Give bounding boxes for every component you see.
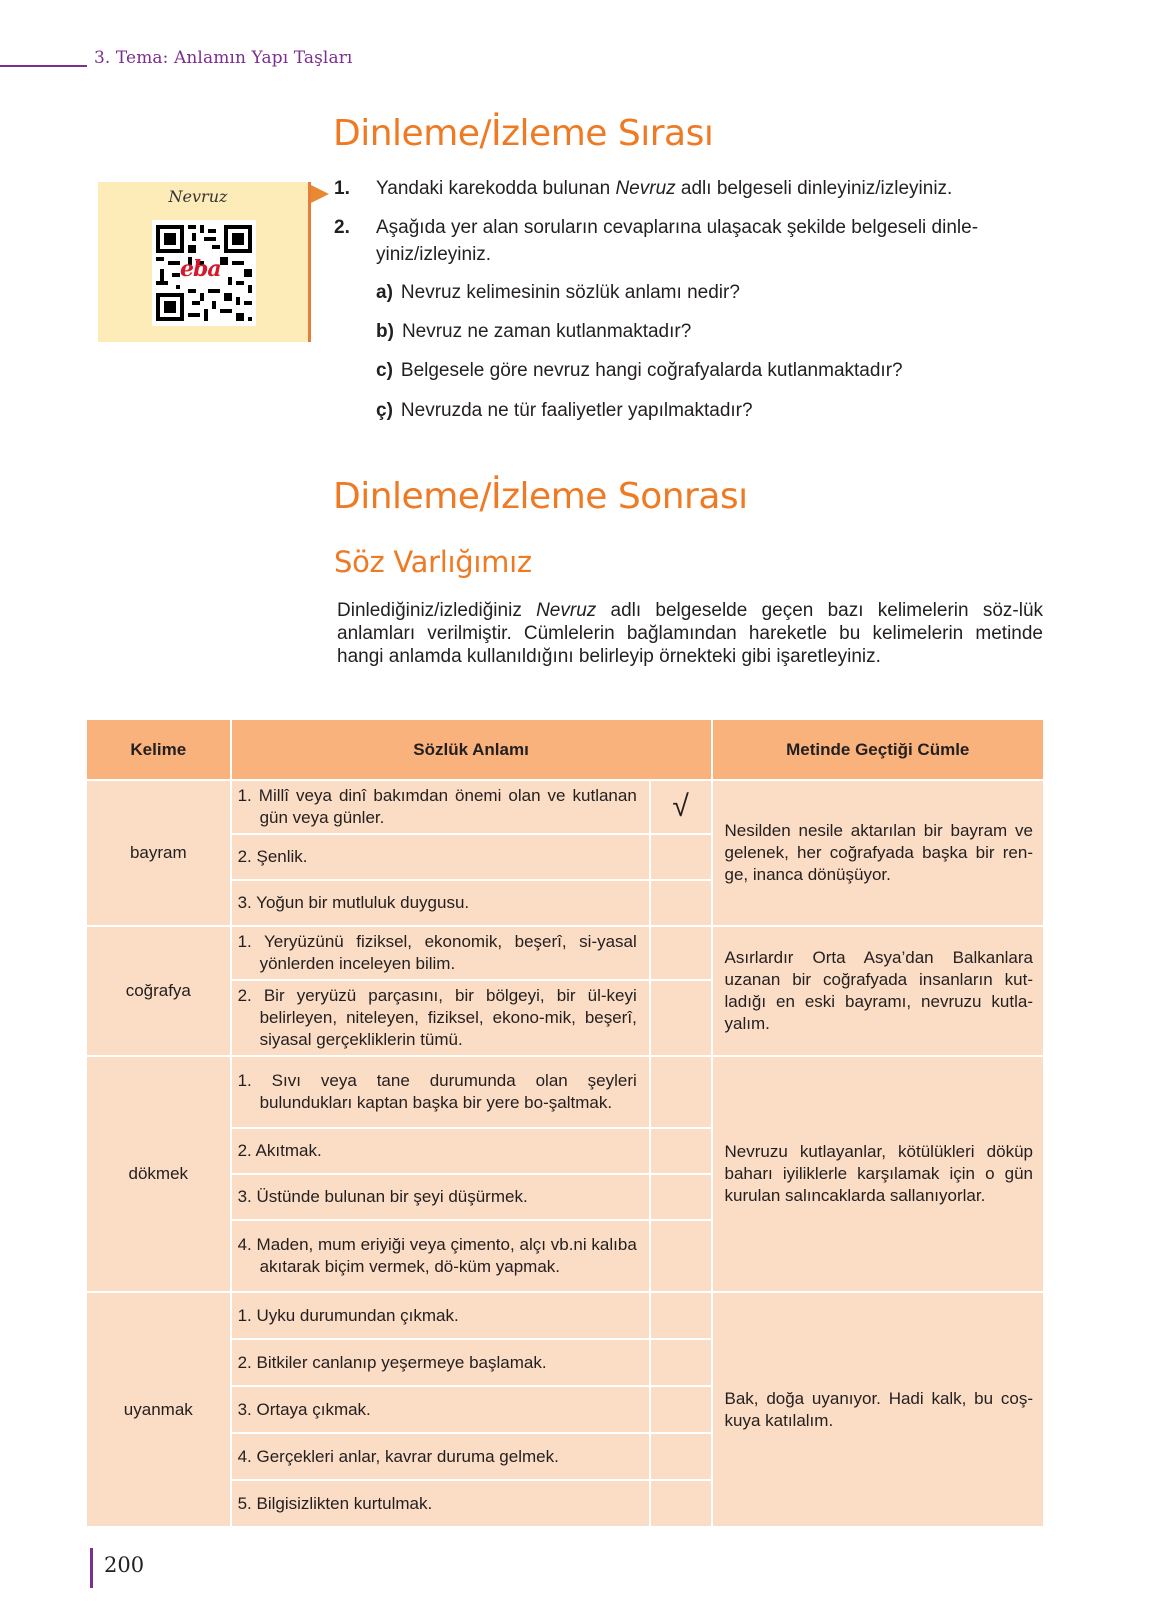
- check-cell[interactable]: [650, 1220, 712, 1292]
- check-cell[interactable]: [650, 1128, 712, 1174]
- check-cell-checked[interactable]: √: [650, 780, 712, 834]
- question-a: a) Nevruz kelimesinin sözlük anlamı nedir?: [376, 282, 740, 303]
- meaning-cell: 3. Ortaya çıkmak.: [231, 1386, 650, 1433]
- qr-code-icon[interactable]: [152, 220, 256, 326]
- eba-logo: eba: [180, 256, 221, 282]
- sentence-cell: Nevruzu kutlayanlar, kötülükleri döküp baharı iyiliklerle karşılamak için o gün kurulan salıncaklarda sallanıyorlar.: [712, 1056, 1043, 1292]
- step-text: Yandaki karekodda bulunan Nevruz adlı belgeseli dinleyiniz/izleyiniz.: [376, 178, 953, 199]
- word-cell: coğrafya: [87, 926, 231, 1056]
- check-cell[interactable]: [650, 1480, 712, 1527]
- question-c: c) Belgesele göre nevruz hangi coğrafyalarda kutlanmaktadır?: [376, 360, 903, 381]
- step-number: 1.: [334, 178, 350, 199]
- header-word: Kelime: [87, 720, 231, 780]
- table-row: [87, 926, 1043, 980]
- check-cell[interactable]: [650, 834, 712, 880]
- check-cell[interactable]: [650, 926, 712, 980]
- meaning-cell: 2. Akıtmak.: [231, 1128, 650, 1174]
- meaning-cell: 4. Maden, mum eriyiği veya çimento, alçı vb.ni kalıba akıtarak biçim vermek, dö-küm yapmak.: [231, 1220, 650, 1292]
- check-cell[interactable]: [650, 1386, 712, 1433]
- qr-card-border: [308, 182, 311, 342]
- meaning-cell: 4. Gerçekleri anlar, kavrar duruma gelmek.: [231, 1433, 650, 1480]
- word-cell: dökmek: [87, 1056, 231, 1292]
- sentence-cell: Bak, doğa uyanıyor. Hadi kalk, bu coş-kuya katılalım.: [712, 1292, 1043, 1527]
- check-cell[interactable]: [650, 1174, 712, 1220]
- meaning-cell: 1. Sıvı veya tane durumunda olan şeyleri bulundukları kaptan başka bir yere bo-şaltmak.: [231, 1056, 650, 1128]
- table-row: [87, 780, 1043, 834]
- check-cell[interactable]: [650, 980, 712, 1056]
- section-after-title: Dinleme/İzleme Sonrası: [333, 476, 748, 517]
- step-number: 2.: [334, 217, 350, 238]
- meaning-cell: 1. Yeryüzünü fiziksel, ekonomik, beşerî, si-yasal yönlerden inceleyen bilim.: [231, 926, 650, 980]
- check-cell[interactable]: [650, 1292, 712, 1339]
- step-1: [334, 175, 1054, 203]
- pointer-arrow-icon: [311, 185, 329, 203]
- check-cell[interactable]: [650, 1339, 712, 1386]
- check-cell[interactable]: [650, 880, 712, 926]
- sentence-cell: Nesilden nesile aktarılan bir bayram ve gelenek, her coğrafyada başka bir ren-ge, inanca dönüşüyor.: [712, 780, 1043, 926]
- page-number-bar: [90, 1548, 93, 1588]
- question-b: b) Nevruz ne zaman kutlanmaktadır?: [376, 321, 692, 342]
- page-number: 200: [104, 1553, 145, 1577]
- section-after-subtitle: Söz Varlığımız: [334, 545, 532, 579]
- meaning-cell: 2. Bitkiler canlanıp yeşermeye başlamak.: [231, 1339, 650, 1386]
- instructions-paragraph: Dinlediğiniz/izlediğiniz Nevruz adlı belgeselde geçen bazı kelimelerin söz-lük anlamları verilmiştir. Cümlelerin bağlamından hareketle bu kelimelerin metinde hangi anlamda kullanıldığını belirleyip örnekteki gibi işaretleyiniz.: [337, 600, 1044, 667]
- header-meaning: Sözlük Anlamı: [231, 720, 712, 780]
- step-text: Aşağıda yer alan soruların cevaplarına ulaşacak şekilde belgeseli dinle-yiniz/izleyiniz.: [376, 217, 979, 265]
- chapter-title: 3. Tema: Anlamın Yapı Taşları: [94, 48, 353, 68]
- meaning-cell: 3. Üstünde bulunan bir şeyi düşürmek.: [231, 1174, 650, 1220]
- table-header-row: [87, 720, 1043, 780]
- meaning-cell: 2. Şenlik.: [231, 834, 650, 880]
- table-row: [87, 1292, 1043, 1339]
- word-cell: bayram: [87, 780, 231, 926]
- meaning-cell: 1. Millî veya dinî bakımdan önemi olan ve kutlanan gün veya günler.: [231, 780, 650, 834]
- step-2: [334, 214, 1054, 270]
- qr-card-label: Nevruz: [168, 187, 228, 206]
- vocabulary-table: [87, 720, 1043, 1528]
- meaning-cell: 5. Bilgisizlikten kurtulmak.: [231, 1480, 650, 1527]
- meaning-cell: 3. Yoğun bir mutluluk duygusu.: [231, 880, 650, 926]
- check-cell[interactable]: [650, 1056, 712, 1128]
- meaning-cell: 1. Uyku durumundan çıkmak.: [231, 1292, 650, 1339]
- meaning-cell: 2. Bir yeryüzü parçasını, bir bölgeyi, bir ül-keyi belirleyen, niteleyen, fiziksel, ekono-mik, beşerî, siyasal gerçekliklerin tümü.: [231, 980, 650, 1056]
- question-cc: ç) Nevruzda ne tür faaliyetler yapılmaktadır?: [376, 400, 753, 421]
- header-sentence: Metinde Geçtiği Cümle: [712, 720, 1043, 780]
- word-cell: uyanmak: [87, 1292, 231, 1527]
- header-rule: [0, 65, 87, 67]
- section-during-title: Dinleme/İzleme Sırası: [333, 113, 714, 154]
- check-cell[interactable]: [650, 1433, 712, 1480]
- sentence-cell: Asırlardır Orta Asya’dan Balkanlara uzanan bir coğrafyada insanların kut-ladığı en eski bayramı, nevruzu kutla-yalım.: [712, 926, 1043, 1056]
- table-row: [87, 1056, 1043, 1128]
